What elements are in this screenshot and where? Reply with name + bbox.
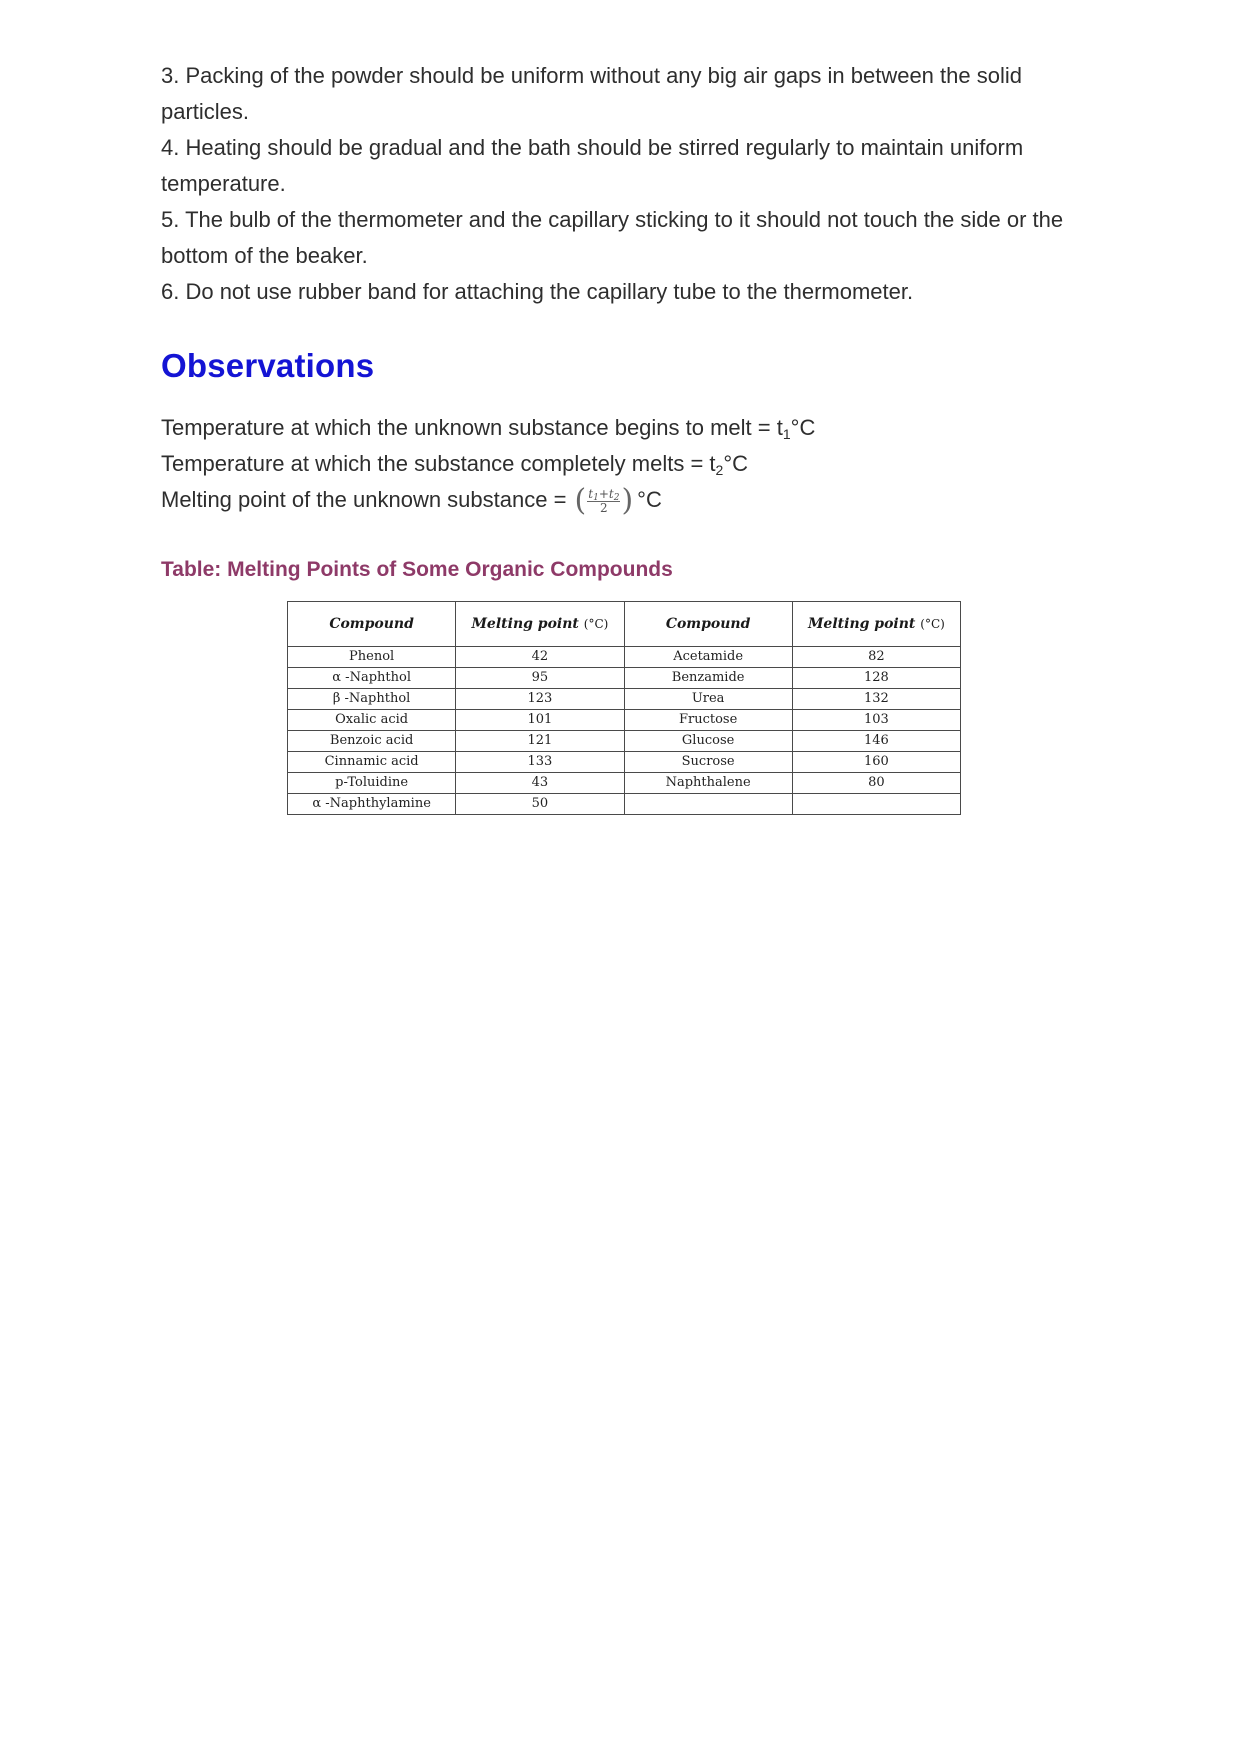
- compound-cell: Sucrose: [624, 752, 792, 773]
- compound-cell: Acetamide: [624, 647, 792, 668]
- precaution-item: 6. Do not use rubber band for attaching the capillary tube to the thermometer.: [161, 279, 914, 304]
- header-melting-point: Melting point (°C): [456, 602, 624, 647]
- compound-cell: Phenol: [288, 647, 456, 668]
- compound-cell: Urea: [624, 689, 792, 710]
- formula-numerator: $t_1+t_2$: [588, 486, 620, 503]
- compound-cell: α -Naphthol: [288, 668, 456, 689]
- compound-cell: Benzamide: [624, 668, 792, 689]
- melting-point-cell: 133: [456, 752, 624, 773]
- table-row: [288, 689, 961, 710]
- compound-cell: Benzoic acid: [288, 731, 456, 752]
- compound-cell: Cinnamic acid: [288, 752, 456, 773]
- melting-point-cell: 101: [456, 710, 624, 731]
- compound-cell: [624, 794, 792, 815]
- compound-cell: Glucose: [624, 731, 792, 752]
- melting-point-cell: 121: [456, 731, 624, 752]
- page-content: [161, 58, 1081, 815]
- melting-point-cell: 128: [792, 668, 960, 689]
- compound-cell: α -Naphthylamine: [288, 794, 456, 815]
- table-row: [288, 668, 961, 689]
- precaution-item: 5. The bulb of the thermometer and the capillary sticking to it should not touch the side or the bottom of the beaker.: [161, 207, 1064, 268]
- table-row: [288, 752, 961, 773]
- table-row: [288, 710, 961, 731]
- melting-point-cell: 80: [792, 773, 960, 794]
- melting-point-cell: 132: [792, 689, 960, 710]
- observation-complete-melt: Temperature at which the substance completely melts = $t_2^\circ C$: [161, 451, 749, 478]
- observations-heading: Observations: [161, 347, 375, 384]
- table-row: [288, 773, 961, 794]
- precautions-list: [161, 58, 1081, 310]
- observation-begin-melt: Temperature at which the unknown substance begins to melt = $t_1^\circ C$: [161, 415, 816, 442]
- melting-point-formula: ( $\frac{t_1+t_2}{2}$ ): [574, 483, 634, 519]
- header-compound: Compound: [624, 602, 792, 647]
- melting-point-cell: 123: [456, 689, 624, 710]
- table-row: [288, 731, 961, 752]
- table-header-row: [288, 602, 961, 647]
- compound-cell: Fructose: [624, 710, 792, 731]
- header-compound: Compound: [288, 602, 456, 647]
- formula-denominator: 2: [600, 500, 608, 515]
- melting-points-table-wrap: [287, 601, 961, 815]
- melting-point-cell: [792, 794, 960, 815]
- table-row: [288, 794, 961, 815]
- melting-point-cell: 82: [792, 647, 960, 668]
- compound-cell: p-Toluidine: [288, 773, 456, 794]
- compound-cell: β -Naphthol: [288, 689, 456, 710]
- observations-block: [161, 410, 1081, 518]
- observation-melting-point: Melting point of the unknown substance = ( $\frac{t_1+t_2}{2}$ ) °C: [161, 483, 662, 519]
- melting-point-cell: 146: [792, 731, 960, 752]
- precaution-item: 3. Packing of the powder should be uniform without any big air gaps in between the solid particles.: [161, 63, 1022, 124]
- melting-point-cell: 103: [792, 710, 960, 731]
- compound-cell: Naphthalene: [624, 773, 792, 794]
- precaution-item: 4. Heating should be gradual and the bath should be stirred regularly to maintain uniform temperature.: [161, 135, 1024, 196]
- melting-point-cell: 42: [456, 647, 624, 668]
- melting-points-table: [287, 601, 961, 815]
- compound-cell: Oxalic acid: [288, 710, 456, 731]
- melting-point-cell: 50: [456, 794, 624, 815]
- melting-point-cell: 160: [792, 752, 960, 773]
- melting-point-cell: 43: [456, 773, 624, 794]
- header-melting-point: Melting point (°C): [792, 602, 960, 647]
- table-row: [288, 647, 961, 668]
- table-title: Table: Melting Points of Some Organic Compounds: [161, 558, 673, 581]
- melting-point-cell: 95: [456, 668, 624, 689]
